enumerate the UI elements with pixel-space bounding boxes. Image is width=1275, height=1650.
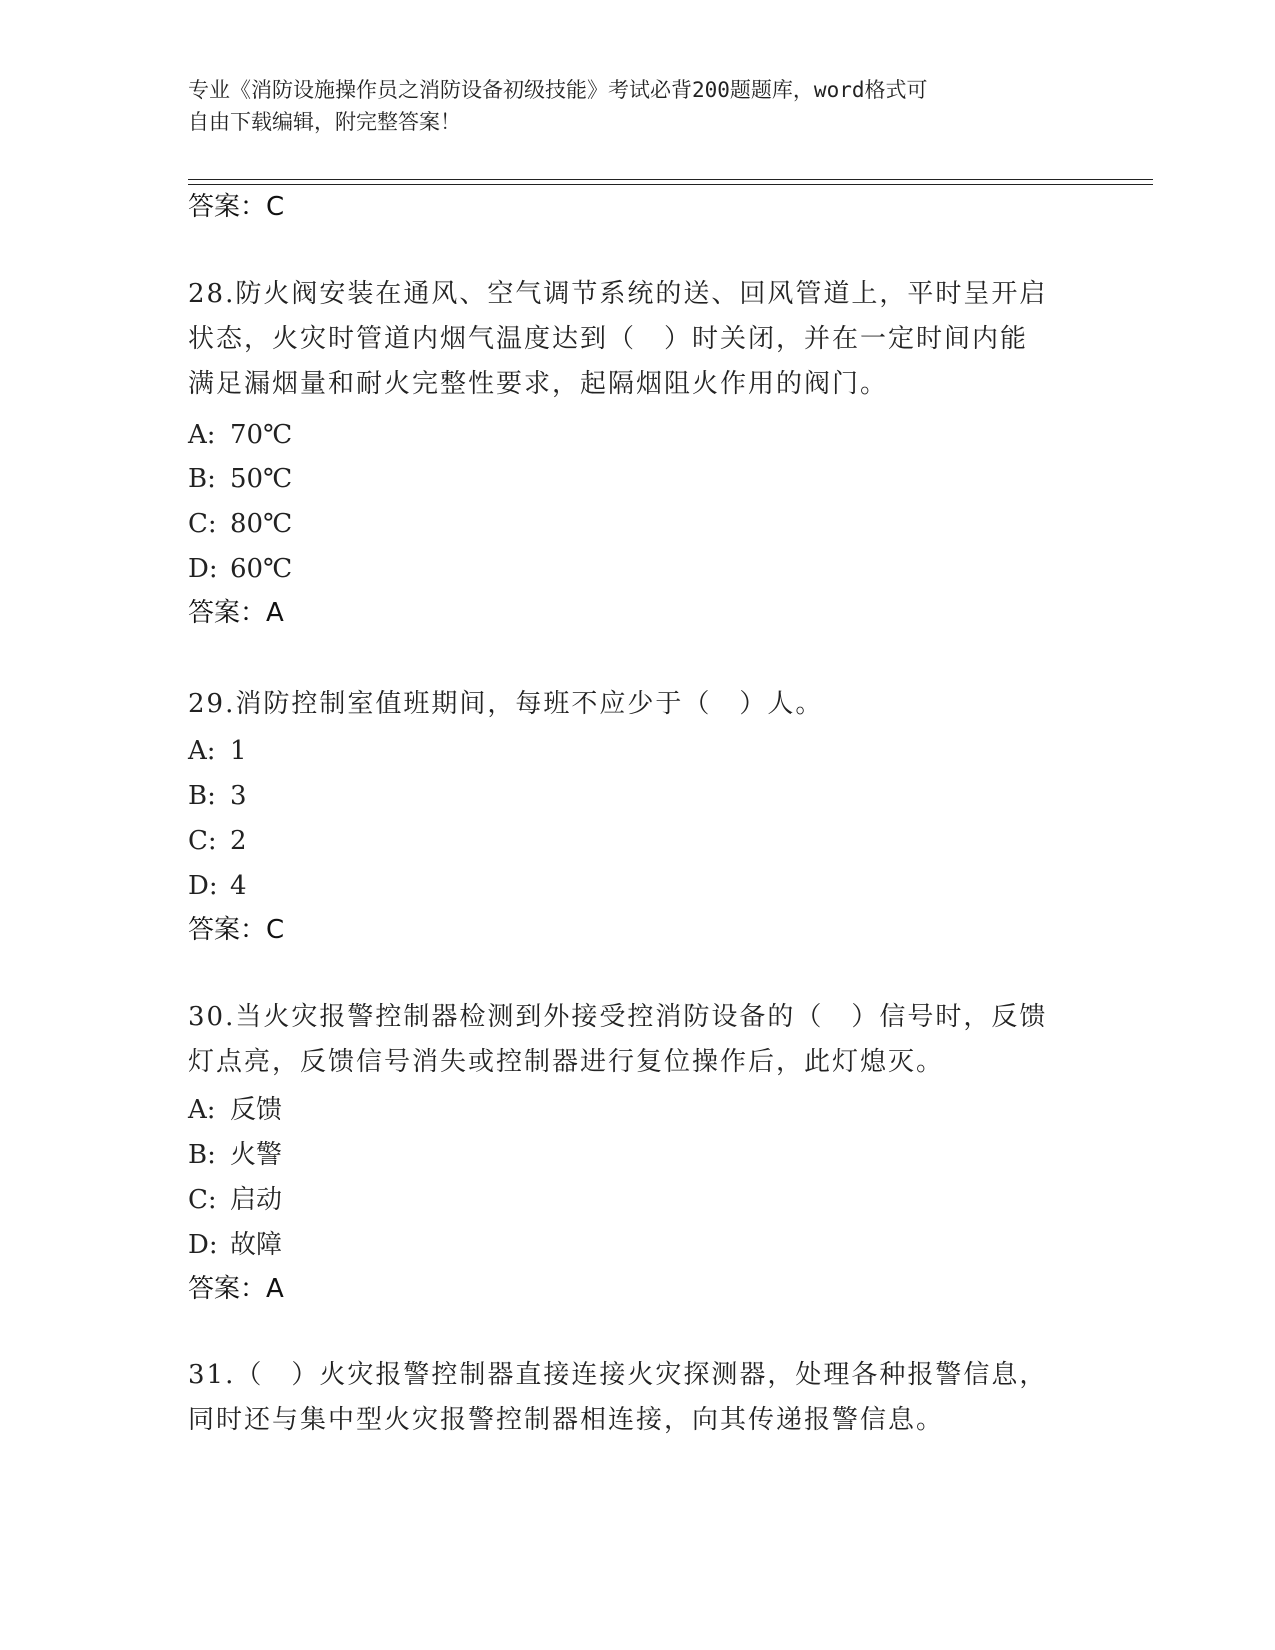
option-text: 4 bbox=[230, 871, 247, 901]
header-divider-bottom bbox=[188, 184, 1153, 185]
option-text: 2 bbox=[230, 826, 247, 856]
answer-30: 答案：A bbox=[188, 1274, 284, 1304]
q30-option-a bbox=[188, 1093, 282, 1127]
q29-option-c bbox=[188, 824, 247, 858]
question-28 bbox=[188, 272, 1088, 407]
q29-option-d bbox=[188, 869, 247, 903]
option-letter: B: bbox=[188, 781, 216, 811]
q30-option-b bbox=[188, 1138, 282, 1172]
question-31-line-1: 31.（ ）火灾报警控制器直接连接火灾探测器，处理各种报警信息， bbox=[188, 1360, 1048, 1390]
q28-option-b bbox=[188, 462, 292, 496]
answer-28: 答案：A bbox=[188, 598, 284, 628]
option-text: 3 bbox=[230, 781, 247, 811]
option-letter: A: bbox=[188, 1095, 216, 1125]
option-letter: B: bbox=[188, 464, 216, 494]
option-letter: D: bbox=[188, 554, 218, 584]
question-28-line-3: 满足漏烟量和耐火完整性要求，起隔烟阻火作用的阀门。 bbox=[188, 369, 889, 399]
option-text: 反馈 bbox=[230, 1095, 283, 1125]
option-letter: C: bbox=[188, 1185, 217, 1215]
header-line-1: 专业《消防设施操作员之消防设备初级技能》考试必背200题题库，word格式可 bbox=[188, 78, 928, 102]
option-text: 70℃ bbox=[230, 420, 293, 450]
q29-option-b bbox=[188, 779, 247, 813]
option-text: 60℃ bbox=[230, 554, 293, 584]
q28-option-d bbox=[188, 552, 292, 586]
question-28-line-1: 28.防火阀安装在通风、空气调节系统的送、回风管道上，平时呈开启 bbox=[188, 279, 1048, 309]
question-31 bbox=[188, 1353, 1088, 1443]
option-text: 80℃ bbox=[230, 509, 293, 539]
question-30-line-1: 30.当火灾报警控制器检测到外接受控消防设备的（ ）信号时，反馈 bbox=[188, 1002, 1048, 1032]
option-text: 故障 bbox=[230, 1230, 283, 1260]
option-letter: C: bbox=[188, 826, 217, 856]
question-28-line-2: 状态，火灾时管道内烟气温度达到（ ）时关闭，并在一定时间内能 bbox=[188, 324, 1029, 354]
question-30-line-2: 灯点亮，反馈信号消失或控制器进行复位操作后，此灯熄灭。 bbox=[188, 1047, 945, 1077]
option-letter: A: bbox=[188, 420, 216, 450]
header-divider-top bbox=[188, 179, 1153, 180]
q28-option-a bbox=[188, 418, 292, 452]
option-text: 火警 bbox=[230, 1140, 283, 1170]
answer-prev: 答案：C bbox=[188, 192, 285, 222]
option-letter: A: bbox=[188, 736, 216, 766]
q30-option-d bbox=[188, 1228, 282, 1262]
question-29-line-1: 29.消防控制室值班期间，每班不应少于（ ）人。 bbox=[188, 689, 824, 719]
option-text: 1 bbox=[230, 736, 247, 766]
header-line-2: 自由下载编辑，附完整答案！ bbox=[188, 110, 461, 134]
question-29 bbox=[188, 682, 1088, 727]
option-letter: C: bbox=[188, 509, 217, 539]
document-header bbox=[188, 74, 1088, 138]
question-31-line-2: 同时还与集中型火灾报警控制器相连接，向其传递报警信息。 bbox=[188, 1405, 945, 1435]
answer-29: 答案：C bbox=[188, 915, 285, 945]
option-letter: D: bbox=[188, 1230, 218, 1260]
q29-option-a bbox=[188, 734, 247, 768]
option-letter: B: bbox=[188, 1140, 216, 1170]
option-letter: D: bbox=[188, 871, 218, 901]
q30-option-c bbox=[188, 1183, 282, 1217]
option-text: 启动 bbox=[230, 1185, 283, 1215]
option-text: 50℃ bbox=[230, 464, 293, 494]
question-30 bbox=[188, 995, 1088, 1085]
q28-option-c bbox=[188, 507, 292, 541]
